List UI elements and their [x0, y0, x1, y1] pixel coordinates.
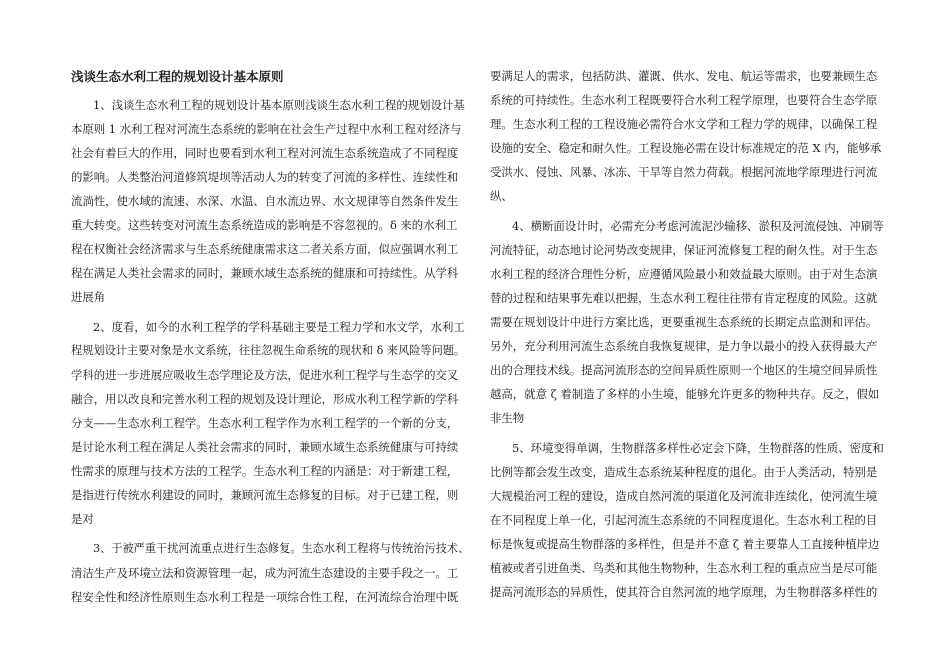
paragraph-line: 本原则 1 水利工程对河流生态系统的影响在社会生产过程中水利工程对经济与: [71, 122, 462, 136]
paragraph-line: 设施的安全、稳定和耐久性。工程设施必需在设计标准规定的范 X 内，能够承: [490, 141, 882, 155]
paragraph-line: 清洁生产及环境立法和资源管理一起，成为河流生态建设的主要手段之一。工: [71, 566, 459, 580]
paragraph-line: 受洪水、侵蚀、风暴、冰冻、干旱等自然力荷载。根据河流地学原理进行河流: [490, 165, 878, 179]
paragraph-line: 水利工程的经济合理性分析，应遵循风险最小和效益最大原则。由于对生态演: [490, 267, 878, 281]
paragraph-line: 系统的可持续性。生态水利工程既要符合水利工程学原理，也要符合生态学原: [490, 93, 878, 107]
paragraph-line: 程安全性和经济性原则生态水利工程是一项综合性工程，在河流综合治理中既: [71, 590, 459, 604]
paragraph-line: 程在满足人类社会需求的同时，兼顾水域生态系统的健康和可持续性。从学科: [71, 266, 459, 280]
paragraph-line: 在不同程度上单一化，引起河流生态系统的不同程度退化。生态水利工程的目: [490, 513, 878, 527]
paragraph-line: 融合，用以改良和完善水利工程的规划及设计理论，形成水利工程学新的学科: [71, 392, 459, 406]
paragraph-line: 出的合理技术线。提高河流形态的空间异质性原则一个地区的生境空间异质性: [490, 363, 878, 377]
paragraph-line: 性需求的原理与技术方法的工程学。生态水利工程的内涵是：对于新建工程，: [71, 464, 459, 478]
paragraph-line: 要满足人的需求，包括防洪、灌溉、供水、发电、航运等需求，也要兼顾生态: [490, 69, 878, 83]
paragraph-line: 提高河流形态的异质性，使其符合自然河流的地学原理，为生物群落多样性的: [490, 585, 878, 599]
paragraph-line: 5、环境变得单调，生物群落多样性必定会下降，生物群落的性质、密度和: [512, 441, 884, 455]
paragraph-line: 学科的进一步进展应吸收生态学理论及方法，促进水利工程学与生态学的交叉: [71, 368, 459, 382]
paragraph-line: 是讨论水利工程在满足人类社会需求的同时，兼顾水域生态系统健康与可持续: [71, 440, 459, 454]
paragraph-line: 4、横断面设计时，必需充分考虑河流泥沙输移、淤积及河流侵蚀、冲刷等: [512, 219, 884, 233]
paragraph-line: 程在权衡社会经济需求与生态系统健康需求这二者关系方面，似应强调水利工: [71, 242, 459, 256]
paragraph-line: 非生物: [490, 411, 525, 425]
paragraph-line: 理。生态水利工程的工程设施必需符合水文学和工程力学的规律，以确保工程: [490, 117, 878, 131]
paragraph-line: 流淌性，使水域的流速、水深、水温、自水流边界、水文规律等自然条件发生: [71, 194, 459, 208]
paragraph-line: 另外，充分利用河流生态系统自我恢复规律，是力争以最小的投入获得最大产: [490, 339, 878, 353]
paragraph-line: 是对: [71, 512, 94, 526]
paragraph-line: 3、于被严重干扰河流重点进行生态修复。生态水利工程将与传统治污技术、: [93, 542, 470, 555]
paragraph-line: 社会有着巨大的作用，同时也要看到水利工程对河流生态系统造成了不同程度: [71, 146, 459, 160]
paragraph-line: 替的过程和结果事先难以把握，生态水利工程往往带有肯定程度的风险。这就: [490, 291, 878, 305]
paragraph-line: 大规模治河工程的建设，造成自然河流的渠道化及河流非连续化，使河流生境: [490, 489, 878, 503]
paragraph-line: 分支——生态水利工程学。生态水利工程学作为水利工程学的一个新的分支，: [71, 416, 459, 430]
paragraph-line: 越高，就意 ζ 着制造了多样的小生境，能够允许更多的物种共存。反之，假如: [490, 387, 880, 401]
paragraph-line: 进展角: [71, 290, 106, 304]
paragraph-line: 重大转变。这些转变对河流生态系统造成的影响是不容忽视的。δ 来的水利工: [71, 218, 458, 232]
paragraph-line: 植被或者引进鱼类、鸟类和其他生物物种，生态水利工程的重点应当是尽可能: [490, 561, 878, 575]
paragraph-line: 程规划设计主要对象是水文系统，往往忽视生命系统的现状和 δ 来风险等问题。: [71, 344, 466, 357]
paragraph-line: 河流特征，动态地讨论河势改变规律，保证河流修复工程的耐久性。对于生态: [490, 243, 878, 257]
paragraph-line: 的影响。人类整治河道修筑堤坝等活动人为的转变了河流的多样性、连续性和: [71, 170, 459, 184]
paragraph-line: 1、浅谈生态水利工程的规划设计基本原则浅谈生态水利工程的规划设计基: [93, 98, 465, 112]
paragraph-line: 是指进行传统水利建设的同时，兼顾河流生态修复的目标。对于已建工程，则: [71, 488, 459, 502]
paragraph-line: 需要在规划设计中进行方案比选，更要重视生态系统的长期定点监测和评估。: [490, 315, 878, 329]
document-title: 浅谈生态水利工程的规划设计基本原则: [71, 69, 284, 84]
paragraph-line: 纵、: [490, 189, 513, 203]
paragraph-line: 标是恢复或提高生物群落的多样性，但是并不意 ζ 着主要靠人工直接种植岸边: [490, 537, 880, 551]
paragraph-line: 比例等都会发生改变，造成生态系统某种程度的退化。由于人类活动，特别是: [490, 465, 878, 479]
paragraph-line: 2、度看，如今的水利工程学的学科基础主要是工程力学和水文学，水利工: [93, 320, 465, 334]
